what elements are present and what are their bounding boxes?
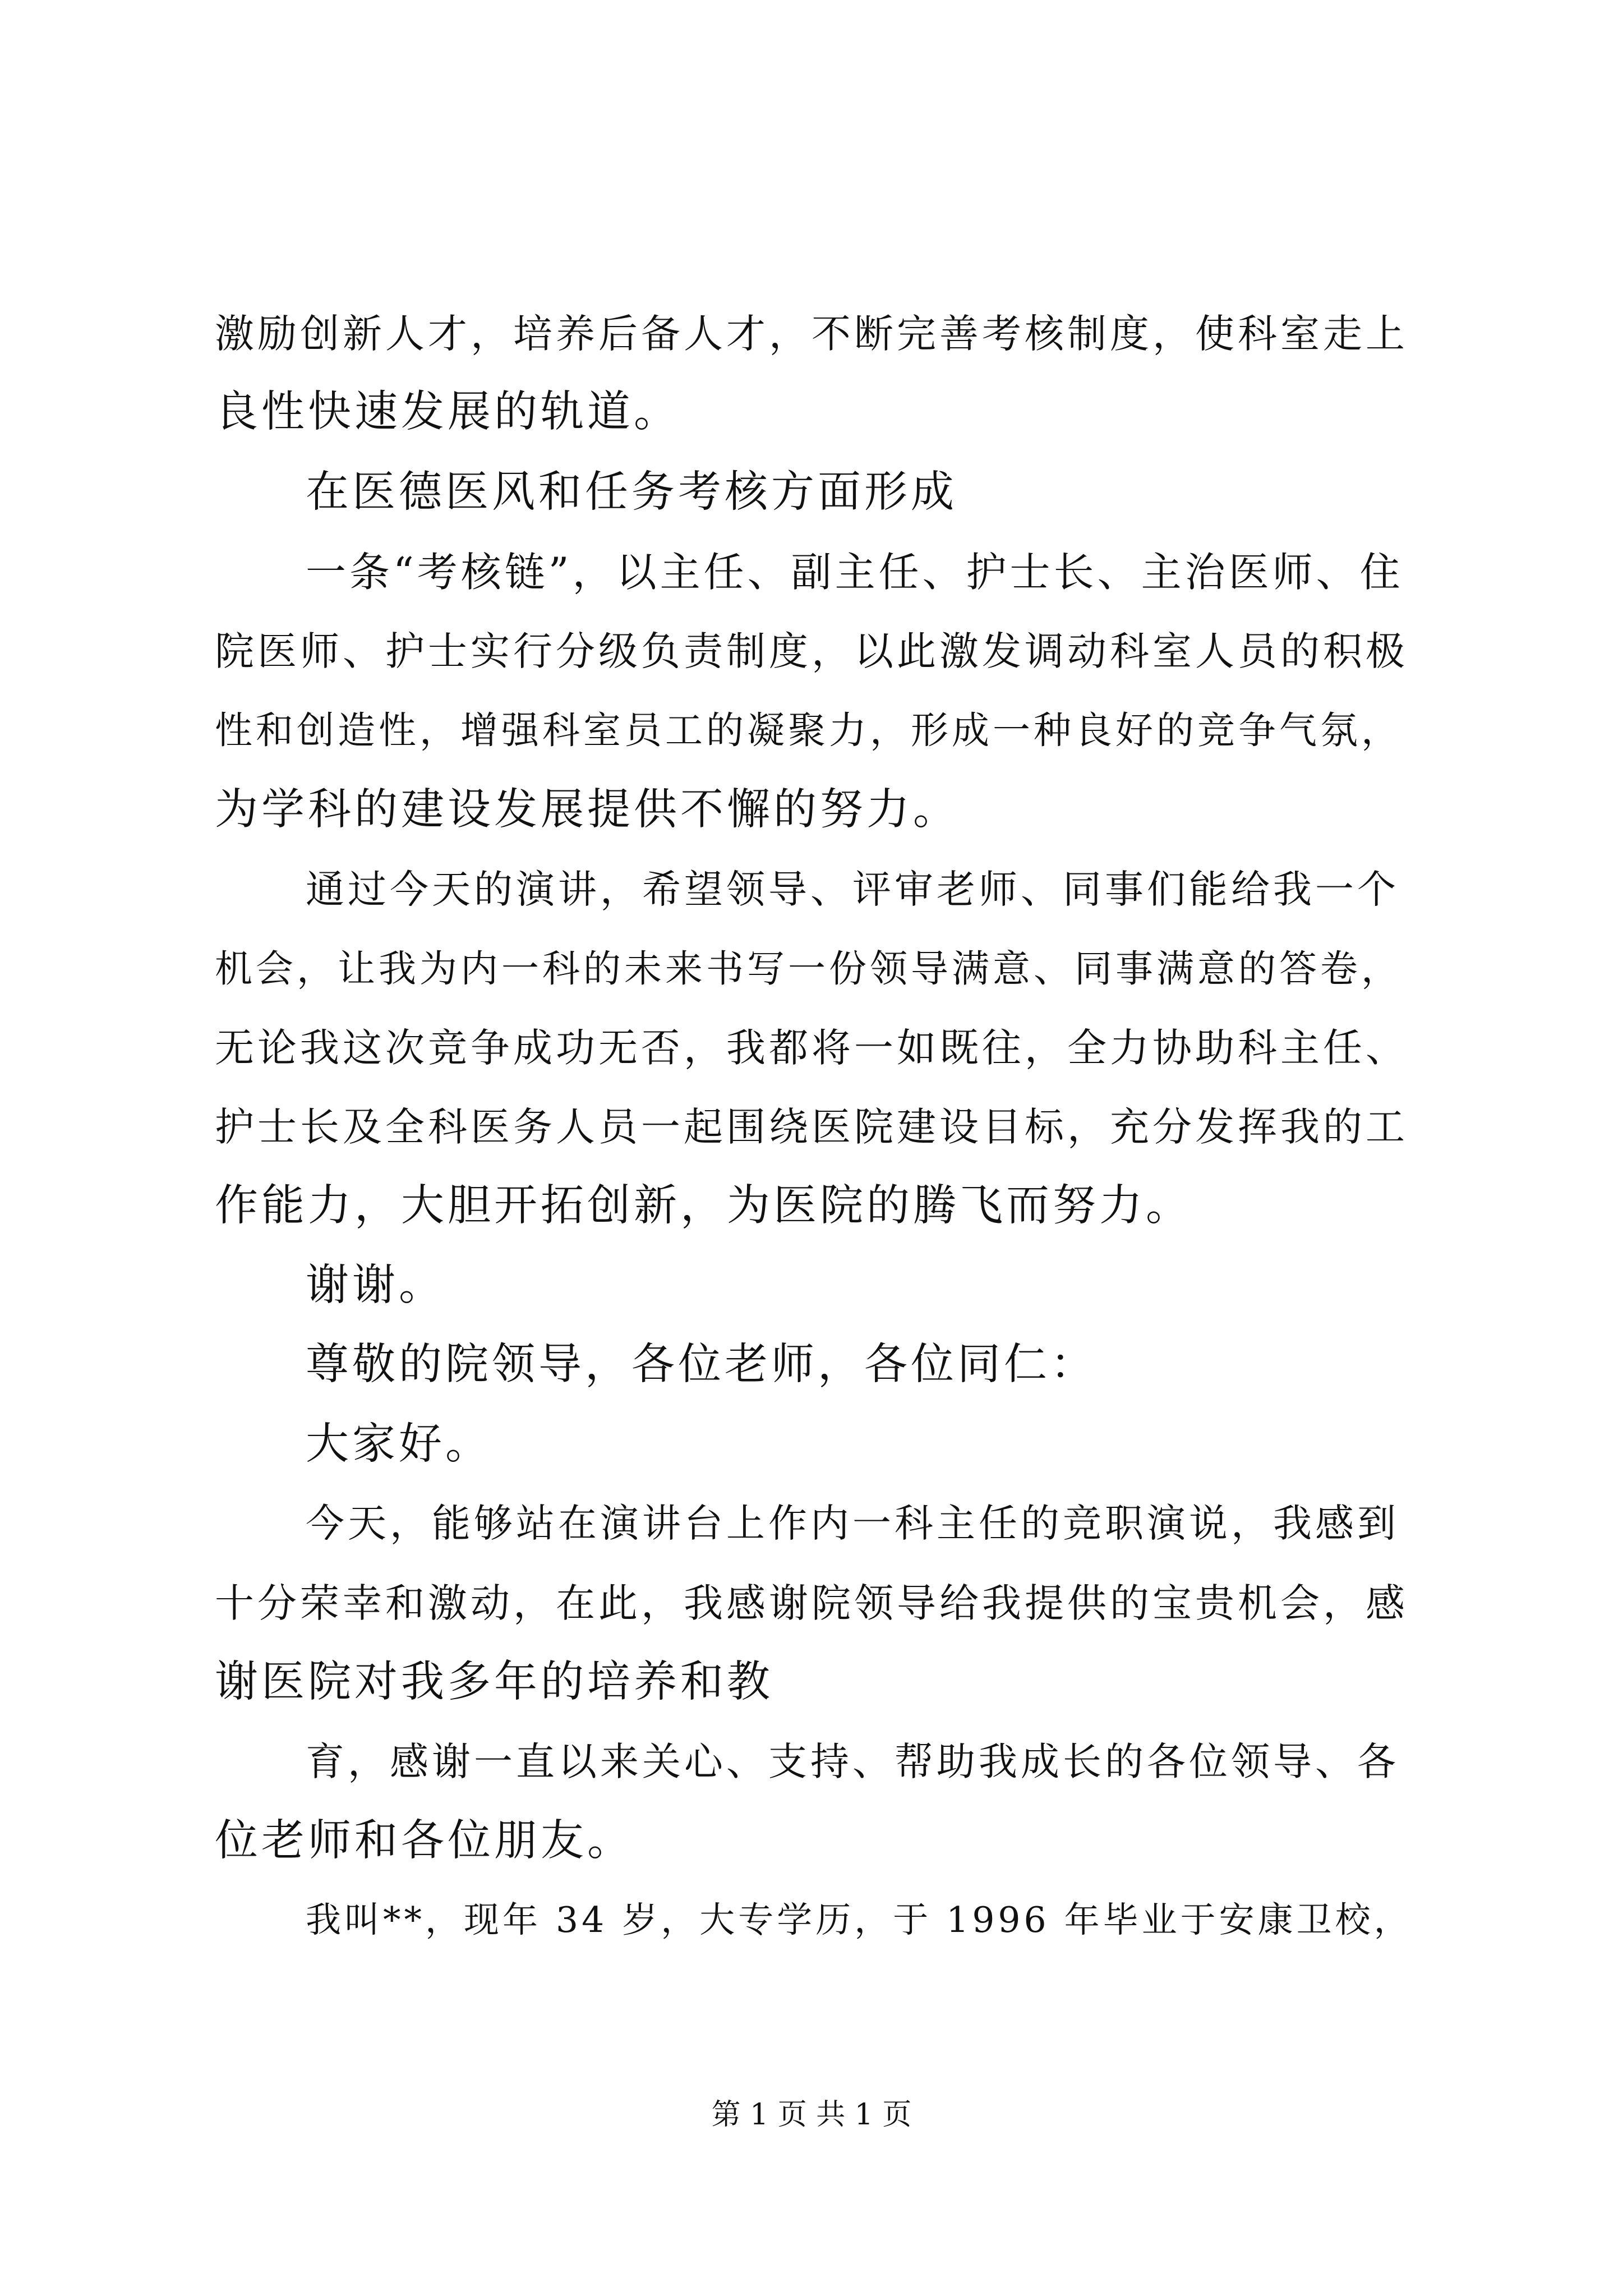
- page-number-footer: 第 1 页 共 1 页: [711, 2098, 912, 2132]
- paragraph-line: 作能力，大胆开拓创新，为医院的腾飞而努力。: [215, 1181, 1192, 1231]
- paragraph-line: 机会，让我为内一科的未来书写一份领导满意、同事满意的答卷，: [215, 947, 1402, 991]
- paragraph-line: 谢谢。: [306, 1260, 445, 1310]
- paragraph-line: 性和创造性，增强科室员工的凝聚力，形成一种良好的竞争气氛，: [215, 708, 1402, 752]
- paragraph-line: 十分荣幸和激动，在此，我感谢院领导给我提供的宝贵机会，感: [215, 1580, 1408, 1626]
- paragraph-line: 我叫**，现年 34 岁，大专学历，于 1996 年毕业于安康卫校，: [306, 1899, 1413, 1940]
- paragraph-line: 谢医院对我多年的培养和教: [215, 1657, 773, 1707]
- paragraph-line: 位老师和各位朋友。: [215, 1816, 634, 1866]
- paragraph-line: 育，感谢一直以来关心、支持、帮助我成长的各位领导、各: [306, 1740, 1399, 1784]
- paragraph-line: 护士长及全科医务人员一起围绕医院建设目标，充分发挥我的工: [215, 1104, 1408, 1150]
- paragraph-line: 今天，能够站在演讲台上作内一科主任的竞职演说，我感到: [306, 1501, 1399, 1546]
- paragraph-line: 一条“考核链”，以主任、副主任、护士长、主治医师、住: [306, 549, 1404, 596]
- paragraph-line: 尊敬的院领导，各位老师，各位同仁：: [306, 1340, 1097, 1389]
- paragraph-line: 无论我这次竞争成功无否，我都将一如既往，全力协助科主任、: [215, 1025, 1408, 1071]
- paragraph-line: 院医师、护士实行分级负责制度，以此激发调动科室人员的积极: [215, 628, 1408, 674]
- paragraph-line: 良性快速发展的轨道。: [215, 387, 680, 437]
- paragraph-line: 在医德医风和任务考核方面形成: [306, 467, 957, 517]
- paragraph-line: 通过今天的演讲，希望领导、评审老师、同事们能给我一个: [306, 867, 1399, 912]
- paragraph-line: 激励创新人才，培养后备人才，不断完善考核制度，使科室走上: [215, 311, 1408, 357]
- paragraph-line: 大家好。: [306, 1419, 492, 1469]
- paragraph-line: 为学科的建设发展提供不懈的努力。: [215, 785, 960, 835]
